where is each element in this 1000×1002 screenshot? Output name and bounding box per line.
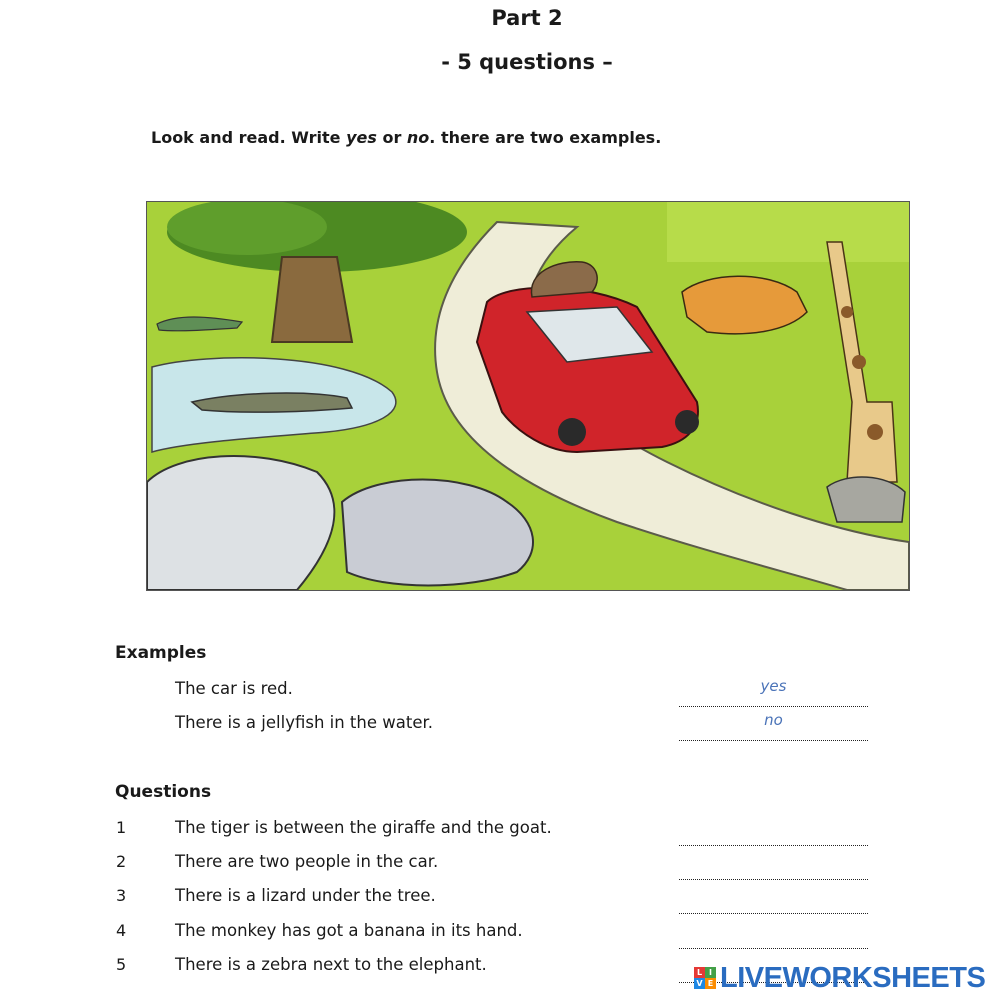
instruction-no-word: no	[406, 128, 430, 147]
questions-heading: Questions	[115, 782, 212, 802]
example-row	[0, 679, 1000, 707]
question-statement: The monkey has got a banana in its hand.	[175, 921, 523, 940]
instruction-or-word: or	[376, 128, 407, 147]
question-statement: There is a zebra next to the elephant.	[175, 955, 487, 974]
badge-letter: E	[705, 978, 716, 989]
answer-field[interactable]	[679, 865, 868, 880]
question-number: 3	[116, 886, 127, 905]
example-statement: The car is red.	[175, 679, 293, 698]
questions-count: - 5 questions –	[441, 50, 613, 74]
question-number: 1	[116, 818, 127, 837]
question-row	[0, 921, 1000, 949]
question-number: 5	[116, 955, 127, 974]
question-number: 4	[116, 921, 127, 940]
badge-letter: V	[694, 978, 705, 989]
safari-scene-illustration	[146, 201, 910, 591]
question-statement: There is a lizard under the tree.	[175, 886, 436, 905]
question-statement: The tiger is between the giraffe and the goat.	[175, 818, 552, 837]
instruction-yes-word: yes	[346, 128, 377, 147]
example-answer-field: yes	[679, 692, 868, 707]
badge-letter: L	[694, 967, 705, 978]
answer-field[interactable]	[679, 934, 868, 949]
question-statement: There are two people in the car.	[175, 852, 439, 871]
example-row	[0, 713, 1000, 741]
question-row	[0, 852, 1000, 880]
liveworksheets-brand-text: LIVEWORKSHEETS	[720, 961, 986, 994]
answer-field[interactable]	[679, 899, 868, 914]
examples-heading: Examples	[115, 643, 207, 663]
question-number: 2	[116, 852, 127, 871]
instruction-lead: Look and read. Write	[151, 128, 347, 147]
part-title: Part 2	[491, 6, 563, 30]
badge-letter: I	[705, 967, 716, 978]
question-row	[0, 886, 1000, 914]
example-statement: There is a jellyfish in the water.	[175, 713, 433, 732]
answer-field[interactable]	[679, 831, 868, 846]
instruction-text	[151, 128, 661, 147]
example-answer-field: no	[679, 726, 868, 741]
instruction-tail: . there are two examples.	[429, 128, 662, 147]
liveworksheets-logo[interactable]	[694, 960, 985, 996]
question-row	[0, 818, 1000, 846]
liveworksheets-badge-icon	[694, 967, 716, 989]
